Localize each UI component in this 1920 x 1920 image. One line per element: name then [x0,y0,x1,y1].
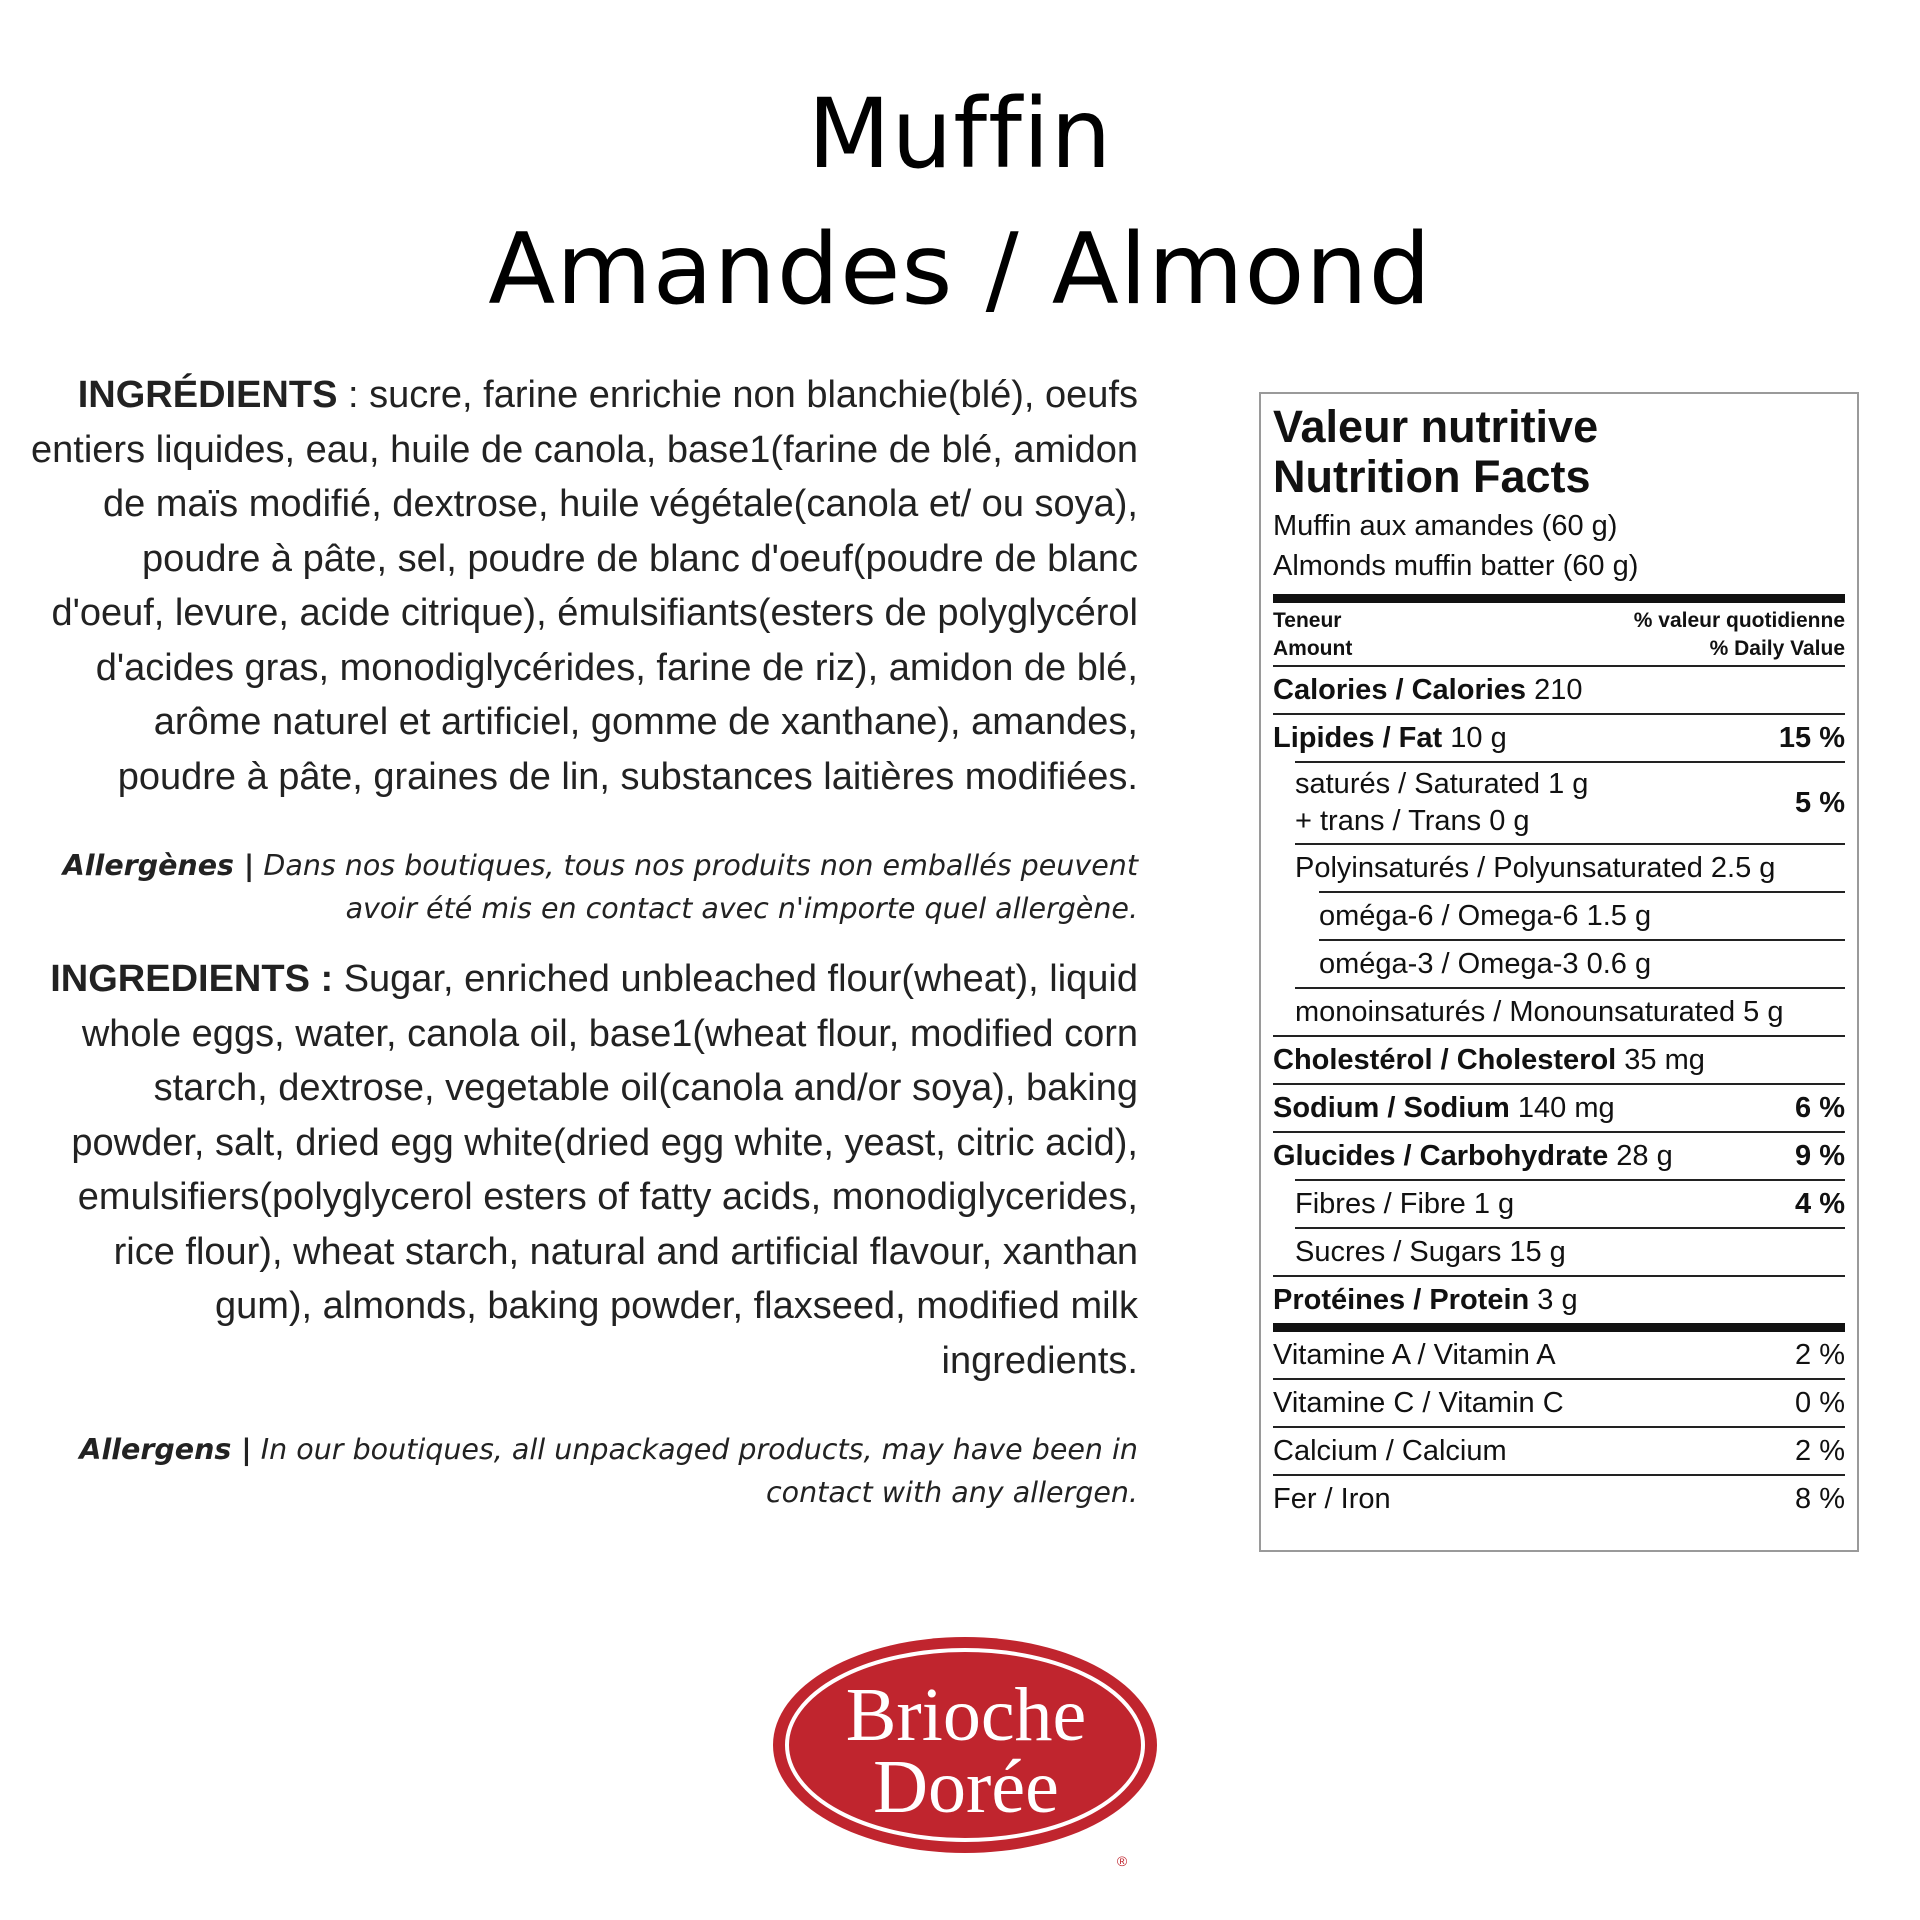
row-monounsaturated [1295,987,1845,1035]
sodium-pct: 6 % [1795,1091,1845,1124]
row-omega6 [1319,891,1845,939]
iron-label: Fer / Iron [1273,1482,1391,1515]
nutrition-header [1273,603,1845,665]
ingredients-fr-text: : sucre, farine enrichie non blanchie(blé), oeufs entiers liquides, eau, huile de canola, base1(farine de blé, amidon de maïs modifié, dextrose, huile végétale(canola et/ ou soya), poudre à pâte, sel, poudre de blanc d'oeuf(poudre de blanc d'oeuf, levure, acide citrique), émulsifiants(esters de polyglycérol d'acides gras, monodiglycérides, farine de riz), amidon de blé, arôme naturel et artificiel, gomme de xanthane), amandes, poudre à pâte, graines de lin, substances laitières modifiées. [31,374,1138,798]
allergens-en-label: Allergens | [79,1433,252,1466]
header-amount-en: Amount [1273,637,1353,660]
nutrition-title-en: Nutrition Facts [1273,451,1591,502]
nutrition-facts-table [1259,392,1859,1552]
cholesterol-label: Cholestérol / Cholesterol [1273,1043,1617,1076]
ingredients-en-text: Sugar, enriched unbleached flour(wheat), liquid whole eggs, water, canola oil, base1(wheat flour, modified corn starch, dextrose, vegetable oil(canola and/or soya), baking powder, salt, dried egg white(dried egg white, yeast, citric acid), emulsifiers(polyglycerol esters of fatty acids, monodiglycerides, rice flour), wheat starch, natural and artificial flavour, xanthan gum), almonds, baking powder, flaxseed, modified milk ingredients. [71,958,1138,1382]
fat-value: 10 g [1450,721,1507,754]
monounsaturated-text: monoinsaturés / Monounsaturated 5 g [1295,995,1784,1028]
ingredients-en [28,952,1138,1388]
carb-label: Glucides / Carbohydrate [1273,1139,1609,1172]
cholesterol-value: 35 mg [1624,1043,1705,1076]
allergens-en [28,1428,1138,1514]
serving-size-fr: Muffin aux amandes (60 g) [1273,510,1618,542]
ingredients-column [28,368,1138,1514]
serving-size-en: Almonds muffin batter (60 g) [1273,550,1639,582]
divider-thick-vitamins [1273,1323,1845,1332]
product-title: Muffin [807,78,1113,190]
omega3-text: oméga-3 / Omega-3 0.6 g [1319,947,1652,980]
row-calories [1273,665,1845,713]
iron-pct: 8 % [1795,1482,1845,1515]
row-vitamin [1273,1474,1845,1522]
vitamin-c-pct: 0 % [1795,1386,1845,1419]
header-dv-en: % Daily Value [1709,637,1845,660]
row-sugars [1295,1227,1845,1275]
ingredients-en-label: INGREDIENTS : [50,958,334,1000]
sodium-label: Sodium / Sodium [1273,1091,1510,1124]
sugars-text: Sucres / Sugars 15 g [1295,1235,1566,1268]
row-fibre [1295,1179,1845,1227]
calcium-pct: 2 % [1795,1434,1845,1467]
logo-registered-mark: ® [1116,1853,1128,1869]
vitamin-a-label: Vitamine A / Vitamin A [1273,1338,1556,1371]
nutrition-title-fr: Valeur nutritive [1273,401,1599,452]
fibre-pct: 4 % [1795,1187,1845,1220]
row-cholesterol [1273,1035,1845,1083]
carb-pct: 9 % [1795,1139,1845,1172]
sodium-value: 140 mg [1517,1091,1615,1124]
vitamin-a-pct: 2 % [1795,1338,1845,1371]
row-omega3 [1319,939,1845,987]
fibre-text: Fibres / Fibre 1 g [1295,1187,1515,1220]
polyunsaturated-text: Polyinsaturés / Polyunsaturated 2.5 g [1295,851,1776,884]
logo-brioche-text: Brioche [845,1673,1087,1757]
divider-thick [1273,594,1845,603]
allergens-fr-text: Dans nos boutiques, tous nos produits non emballés peuvent avoir été mis en contact avec n'importe quel allergène. [254,849,1138,925]
saturated-text: saturés / Saturated 1 g [1295,768,1589,800]
vitamin-c-label: Vitamine C / Vitamin C [1273,1386,1564,1419]
allergens-fr-label: Allergènes | [62,849,255,882]
header-amount-fr: Teneur [1273,609,1342,632]
fat-label: Lipides / Fat [1273,721,1443,754]
row-polyunsaturated [1295,843,1845,891]
allergens-fr [28,844,1138,930]
row-vitamin [1273,1426,1845,1474]
allergens-en-text: In our boutiques, all unpackaged products, may have been in contact with any allergen. [251,1433,1138,1509]
brioche-doree-logo [770,1630,1170,1870]
protein-label: Protéines / Protein [1273,1283,1530,1316]
ingredients-fr-label: INGRÉDIENTS [77,374,338,416]
logo-doree-text: Dorée [873,1745,1059,1829]
carb-value: 28 g [1616,1139,1673,1172]
row-vitamin [1273,1332,1845,1378]
fat-pct: 15 % [1778,721,1845,754]
row-sodium [1273,1083,1845,1131]
ingredients-fr [28,368,1138,804]
row-fat [1273,713,1845,761]
trans-text: + trans / Trans 0 g [1295,805,1530,837]
row-protein [1273,1275,1845,1323]
sat-trans-pct: 5 % [1795,786,1845,819]
protein-value: 3 g [1537,1283,1578,1316]
serving-size [1273,506,1845,586]
product-flavor: Amandes / Almond [488,213,1432,327]
calcium-label: Calcium / Calcium [1273,1434,1507,1467]
calories-value: 210 [1534,673,1583,706]
row-carbohydrate [1273,1131,1845,1179]
header-dv-fr: % valeur quotidienne [1633,609,1845,632]
calories-label: Calories / Calories [1273,673,1527,706]
row-saturated-trans [1295,761,1845,843]
omega6-text: oméga-6 / Omega-6 1.5 g [1319,899,1652,932]
row-vitamin [1273,1378,1845,1426]
